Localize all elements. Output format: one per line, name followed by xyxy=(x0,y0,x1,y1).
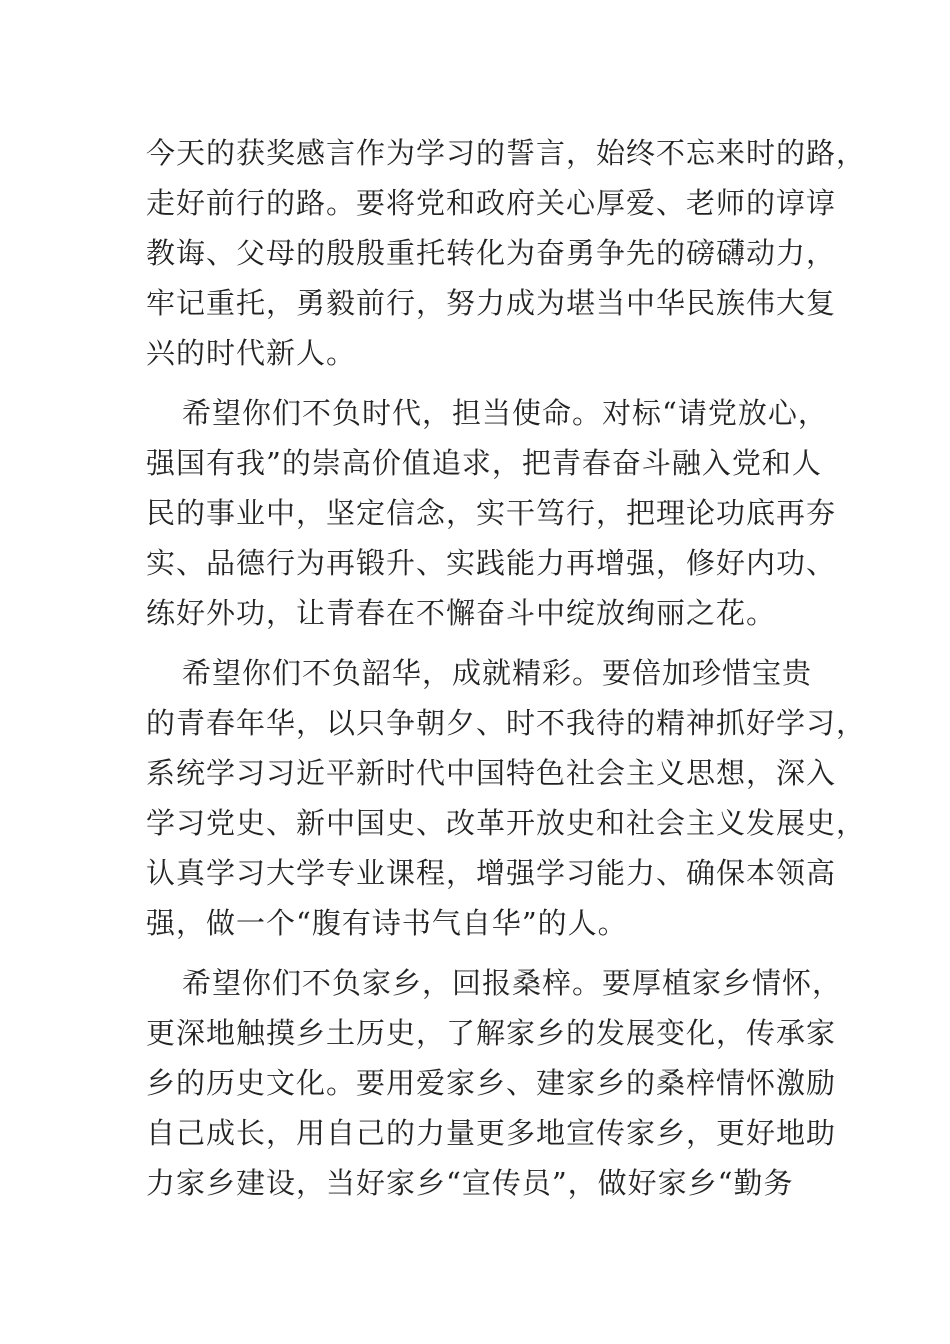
text-line: 系统学习习近平新时代中国特色社会主义思想，深入 xyxy=(146,756,837,790)
text-line: 教诲、父母的殷殷重托转化为奋勇争先的磅礴动力， xyxy=(146,236,837,270)
text-line: 希望你们不负韶华，成就精彩。要倍加珍惜宝贵 xyxy=(182,656,813,690)
text-line: 力家乡建设，当好家乡“宣传员”，做好家乡“勤务 xyxy=(146,1166,794,1200)
text-line: 练好外功，让青春在不懈奋斗中绽放绚丽之花。 xyxy=(146,596,777,630)
text-line: 自己成长，用自己的力量更多地宣传家乡，更好地助 xyxy=(146,1116,837,1150)
text-line: 实、品德行为再锻升、实践能力再增强，修好内功、 xyxy=(146,546,837,580)
text-line: 更深地触摸乡土历史，了解家乡的发展变化，传承家 xyxy=(146,1016,837,1050)
text-line: 牢记重托，勇毅前行，努力成为堪当中华民族伟大复 xyxy=(146,286,837,320)
text-line: 强国有我”的崇高价值追求，把青春奋斗融入党和人 xyxy=(146,446,822,480)
text-line: 走好前行的路。要将党和政府关心厚爱、老师的谆谆 xyxy=(146,186,837,220)
paragraph-2 xyxy=(146,388,837,638)
paragraph-3 xyxy=(146,648,867,948)
text-line: 强，做一个“腹有诗书气自华”的人。 xyxy=(146,906,628,940)
text-line: 希望你们不负时代，担当使命。对标“请党放心， xyxy=(182,396,828,430)
text-line: 学习党史、新中国史、改革开放史和社会主义发展史， xyxy=(146,806,867,840)
paragraph-4 xyxy=(146,958,843,1208)
paragraph-1 xyxy=(146,128,867,378)
text-line: 兴的时代新人。 xyxy=(146,336,357,370)
document-body xyxy=(146,128,867,1208)
text-line: 民的事业中，坚定信念，实干笃行，把理论功底再夯 xyxy=(146,496,837,530)
text-line: 今天的获奖感言作为学习的誓言，始终不忘来时的路， xyxy=(146,136,867,170)
text-line: 认真学习大学专业课程，增强学习能力、确保本领高 xyxy=(146,856,837,890)
text-line: 的青春年华，以只争朝夕、时不我待的精神抓好学习， xyxy=(146,706,867,740)
text-line: 乡的历史文化。要用爱家乡、建家乡的桑梓情怀激励 xyxy=(146,1066,837,1100)
text-line: 希望你们不负家乡，回报桑梓。要厚植家乡情怀， xyxy=(182,966,843,1000)
